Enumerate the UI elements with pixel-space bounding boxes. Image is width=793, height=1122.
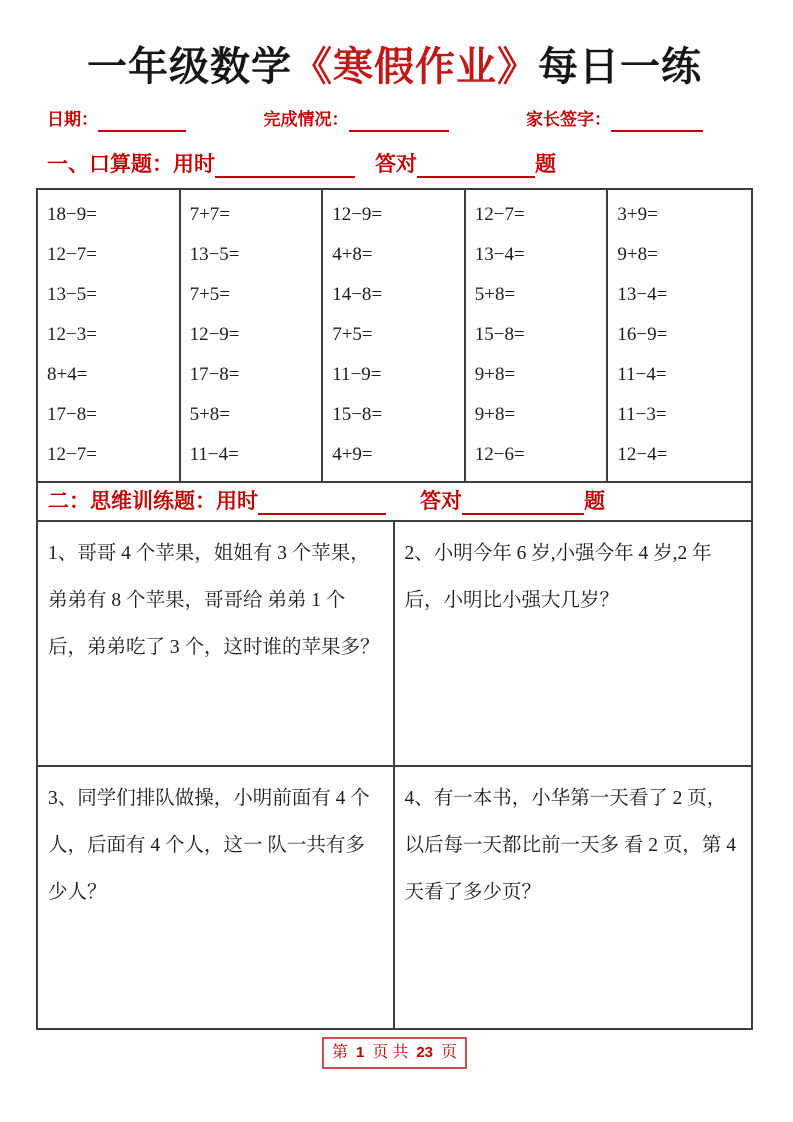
section1-header <box>47 150 753 178</box>
section2-count-blank <box>462 491 584 515</box>
oral-problem: 13−4= <box>617 284 668 305</box>
total-page-number: 23 <box>416 1044 434 1061</box>
oral-problem: 12−7= <box>474 204 525 225</box>
oral-problems-grid <box>38 190 751 481</box>
signature-field <box>526 108 703 132</box>
oral-problem: 4+9= <box>332 444 373 465</box>
oral-problem: 15−8= <box>474 324 525 345</box>
oral-column-3 <box>323 190 466 481</box>
title-suffix: 每日一练 <box>538 44 702 89</box>
oral-problem: 11−4= <box>189 444 239 465</box>
oral-column-5 <box>608 190 751 481</box>
word-problem-4: 4、有一本书，小华第一天看了 2 页，以后每一天都比前一天多 看 2 页，第 4 天看了多少页？ <box>404 788 737 903</box>
oral-column-1 <box>38 190 181 481</box>
page-number-box <box>322 1037 467 1069</box>
oral-problem: 7+5= <box>189 284 231 305</box>
oral-problem: 11−3= <box>617 404 667 425</box>
oral-problem: 15−8= <box>332 404 383 425</box>
word-problem-1: 1、哥哥 4 个苹果，姐姐有 3 个苹果，弟弟有 8 个苹果，哥哥给 弟弟 1 个后，弟弟吃了 3 个，这时谁的苹果多？ <box>38 522 395 767</box>
date-blank-line <box>98 112 186 132</box>
current-page-number: 1 <box>355 1044 365 1061</box>
section1-prefix: 一、口算题：用时 <box>47 152 215 176</box>
oral-problem: 13−5= <box>47 284 97 305</box>
oral-problem: 17−8= <box>189 364 240 385</box>
footer-text: 页 共 <box>372 1044 409 1061</box>
oral-problem: 12−3= <box>47 324 97 345</box>
section2-header <box>38 481 751 522</box>
section1-mid: 答对 <box>375 152 417 176</box>
footer-text: 页 <box>441 1044 458 1061</box>
page-footer <box>36 1037 753 1069</box>
oral-problem: 9+8= <box>474 404 516 425</box>
date-label: 日期： <box>47 110 98 129</box>
date-field <box>47 108 186 132</box>
completion-blank-line <box>349 112 449 132</box>
oral-problem: 17−8= <box>47 404 97 425</box>
oral-problem: 16−9= <box>617 324 668 345</box>
oral-problem: 5+8= <box>474 284 516 305</box>
section2-mid: 答对 <box>420 489 462 513</box>
word-problems-grid <box>38 522 751 1028</box>
oral-problem: 12−4= <box>617 444 668 465</box>
oral-problem: 12−9= <box>189 324 240 345</box>
oral-problem: 12−9= <box>332 204 383 225</box>
oral-problem: 9+8= <box>474 364 516 385</box>
title-highlight: 《寒假作业》 <box>292 44 538 89</box>
oral-problem: 18−9= <box>47 204 97 225</box>
oral-problem: 13−5= <box>189 244 240 265</box>
oral-column-4 <box>466 190 609 481</box>
section1-suffix: 题 <box>535 152 556 176</box>
signature-label: 家长签字： <box>526 110 611 129</box>
oral-problem: 4+8= <box>332 244 373 265</box>
page-title <box>36 0 753 92</box>
info-line <box>47 108 753 132</box>
section2-suffix: 题 <box>584 489 605 513</box>
oral-problem: 7+7= <box>189 204 231 225</box>
title-prefix: 一年级数学 <box>87 44 292 89</box>
oral-problem: 8+4= <box>47 364 88 385</box>
oral-problem: 9+8= <box>617 244 658 265</box>
oral-problem: 11−4= <box>617 364 667 385</box>
word-problem-3: 3、同学们排队做操，小明前面有 4 个人，后面有 4 个人，这一 队一共有多少人？ <box>38 767 395 1028</box>
oral-column-2 <box>181 190 324 481</box>
section2-prefix: 二：思维训练题：用时 <box>48 489 258 513</box>
oral-problem: 12−6= <box>474 444 525 465</box>
oral-problem: 14−8= <box>332 284 383 305</box>
footer-text: 第 <box>331 1044 348 1061</box>
section2-time-blank <box>258 491 386 515</box>
completion-field <box>264 108 449 132</box>
oral-problem: 11−9= <box>332 364 382 385</box>
oral-problem: 13−4= <box>474 244 525 265</box>
worksheet-table <box>36 188 753 1030</box>
section1-time-blank <box>215 154 355 178</box>
oral-problem: 3+9= <box>617 204 658 225</box>
completion-label: 完成情况： <box>263 110 349 129</box>
oral-problem: 12−7= <box>47 244 97 265</box>
signature-blank-line <box>611 112 703 132</box>
oral-problem: 5+8= <box>189 404 231 425</box>
page-content <box>36 0 753 1069</box>
section1-count-blank <box>417 154 535 178</box>
word-problem-2: 2、小明今年 6 岁,小强今年 4 岁,2 年后，小明比小强大几岁？ <box>395 522 752 767</box>
oral-problem: 12−7= <box>47 444 97 465</box>
oral-problem: 7+5= <box>332 324 373 345</box>
